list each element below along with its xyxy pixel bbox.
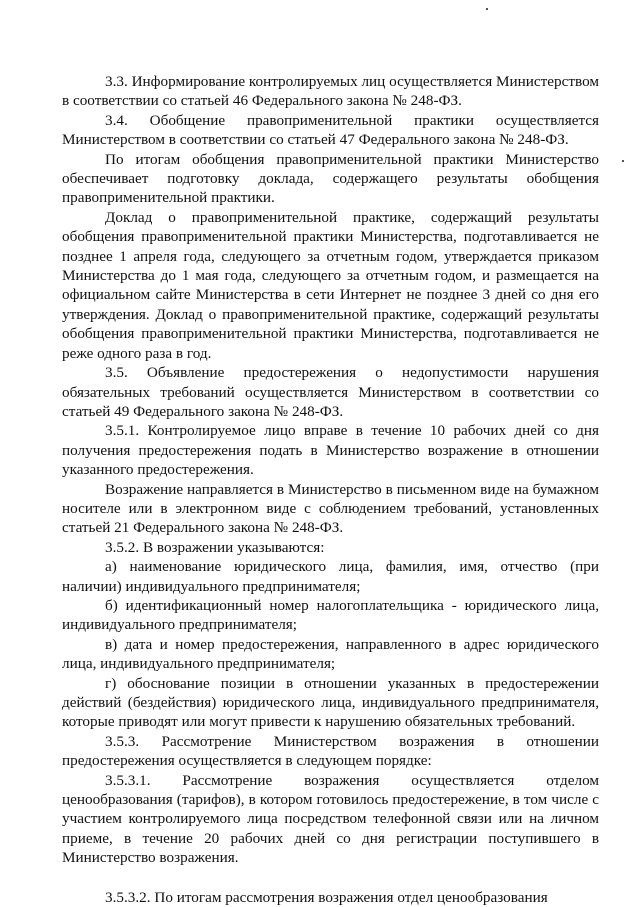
paragraph-3-5-3: 3.5.3. Рассмотрение Министерством возражения в отношении предостережения осуществляется в следующем порядке: <box>62 732 599 770</box>
scan-speck <box>622 160 624 162</box>
paragraph: По итогам обобщения правоприменительной практики Министерство обеспечивает подготовку доклада, содержащего результаты обобщения правоприменительной практики. <box>62 150 599 207</box>
paragraph-3-5-3-1: 3.5.3.1. Рассмотрение возражения осуществляется отделом ценообразования (тарифов), в котором готовилось предостережение, в том числе с участием контролируемого лица посредством телефонной связи или на личном приеме, в течение 20 рабочих дней со дня регистрации поступившего в Министерство возражения. <box>62 771 599 867</box>
paragraph-3-5-1: 3.5.1. Контролируемое лицо вправе в течение 10 рабочих дней со дня получения предостережения подать в Министерство возражение в отношении указанного предостережения. <box>62 422 599 479</box>
list-item-g: г) обоснование позиции в отношении указанных в предостережении действий (бездействия) юридического лица, индивидуального предпринимателя, которые приводят или могут привести к нарушению обязательных требований. <box>62 674 599 731</box>
paragraph-3-5: 3.5. Объявление предостережения о недопустимости нарушения обязательных требований осуществляется Министерством в соответствии со статьей 49 Федерального закона № 248-ФЗ. <box>62 364 599 420</box>
scan-speck <box>486 8 488 10</box>
paragraph: Доклад о правоприменительной практике, содержащий результаты обобщения правоприменительной практики Министерства, подготавливается не позднее 1 апреля года, следующего за отчетным годом, утверждается приказом Министерства до 1 мая года, следующего за отчетным годом, и размещается на официальном сайте Министерства в сети Интернет не позднее 3 дней со дня его утверждения. Доклад о правоприменительной практике, содержащий результаты обобщения правоприменительной практики Министерства, подготавливается не реже одного раза в год. <box>62 208 599 362</box>
document-body <box>62 72 599 907</box>
paragraph-3-3: 3.3. Информирование контролируемых лиц осуществляется Министерством в соответствии со статьей 46 Федерального закона № 248-ФЗ. <box>62 73 599 110</box>
paragraph-3-5-3-2: 3.5.3.2. По итогам рассмотрения возражения отдел ценообразования <box>105 888 548 906</box>
list-item-b: б) идентификационный номер налогоплательщика - юридического лица, индивидуального предпринимателя; <box>62 596 599 634</box>
paragraph-3-5-2: 3.5.2. В возражении указываются: <box>105 538 325 556</box>
list-item-a: а) наименование юридического лица, фамилия, имя, отчество (при наличии) индивидуального предпринимателя; <box>62 558 599 595</box>
paragraph: Возражение направляется в Министерство в письменном виде на бумажном носителе или в электронном виде с соблюдением требований, установленных статьей 21 Федерального закона № 248-ФЗ. <box>62 480 599 537</box>
list-item-v: в) дата и номер предостережения, направленного в адрес юридического лица, индивидуального предпринимателя; <box>62 635 599 673</box>
paragraph-3-4: 3.4. Обобщение правоприменительной практики осуществляется Министерством в соответствии со статьей 47 Федерального закона № 248-ФЗ. <box>62 111 599 149</box>
